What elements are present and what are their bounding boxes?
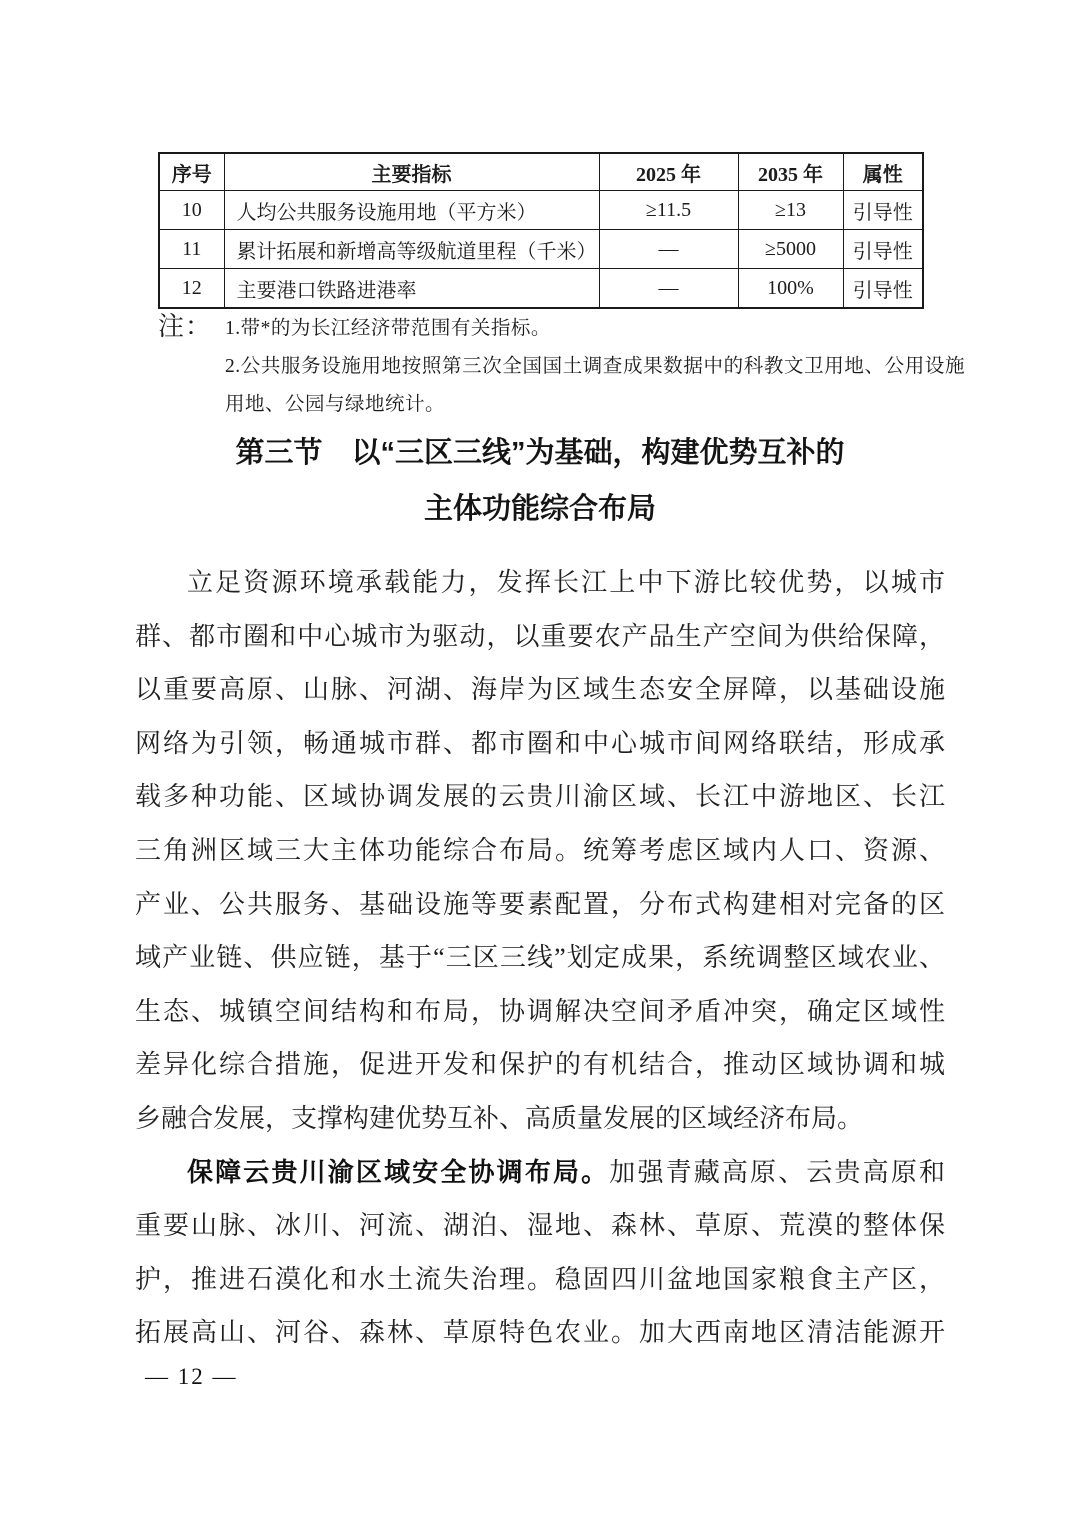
col-header-2025: 2025 年 — [599, 153, 738, 191]
body-text-line: 立足资源环境承载能力，发挥长江上中下游比较优势，以城市 — [187, 568, 945, 597]
notes-label: 注： — [158, 312, 213, 341]
table-notes — [158, 310, 965, 424]
indicators-table — [158, 152, 924, 309]
body-text-line: 乡融合发展，支撑构建优势互补、高质量发展的区域经济布局。 — [135, 1103, 864, 1133]
cell-indicator: 人均公共服务设施用地（平方米） — [224, 191, 599, 230]
cell-attribute: 引导性 — [843, 230, 923, 269]
cell-attribute: 引导性 — [843, 269, 923, 309]
cell-serial: 12 — [159, 269, 224, 309]
body-text-line: 产业、公共服务、基础设施等要素配置，分布式构建相对完备的区 — [135, 889, 945, 919]
cell-2035: 100% — [738, 269, 843, 309]
page-number — [145, 1364, 238, 1390]
body-text-line: 载多种功能、区域协调发展的云贵川渝区域、长江中游地区、长江 — [135, 782, 945, 812]
table-row — [159, 191, 923, 230]
page-number-text: — 12 — — [145, 1364, 238, 1389]
body-text-line: 三角洲区域三大主体功能综合布局。统筹考虑区域内人口、资源、 — [135, 835, 945, 865]
cell-2035: ≥5000 — [738, 230, 843, 269]
body-text-line: 群、都市圈和中心城市为驱动，以重要农产品生产空间为供给保障， — [135, 621, 945, 651]
section-title-line2: 主体功能综合布局 — [423, 493, 656, 525]
paragraph-lead-bold: 保障云贵川渝区域安全协调布局。 — [187, 1156, 610, 1187]
table-row — [159, 269, 923, 309]
notes-list — [225, 310, 965, 424]
cell-2025: ≥11.5 — [599, 191, 738, 230]
cell-2025: — — [599, 230, 738, 269]
cell-2025: — — [599, 269, 738, 309]
cell-indicator: 累计拓展和新增高等级航道里程（千米） — [224, 230, 599, 269]
note-item: 1.带*的为长江经济带范围有关指标。 — [225, 318, 551, 339]
body-text-line: 域产业链、供应链，基于“三区三线”划定成果，系统调整区域农业、 — [135, 943, 945, 973]
body-text-line: 网络为引领，畅通城市群、都市圈和中心城市间网络联结，形成承 — [135, 728, 945, 758]
cell-serial: 11 — [159, 230, 224, 269]
col-header-serial: 序号 — [159, 153, 224, 191]
cell-serial: 10 — [159, 191, 224, 230]
body-text-line — [135, 1146, 945, 1200]
body-text-line: 生态、城镇空间结构和布局，协调解决空间矛盾冲突，确定区域性 — [135, 996, 945, 1026]
body-text-line: 拓展高山、河谷、森林、草原特色农业。加大西南地区清洁能源开 — [135, 1318, 945, 1348]
body-text — [135, 556, 945, 1360]
table-header-row — [159, 153, 923, 191]
col-header-indicator: 主要指标 — [224, 153, 599, 191]
body-text-span: 加强青藏高原、云贵高原和 — [609, 1157, 945, 1187]
body-text-line: 差异化综合措施，促进开发和保护的有机结合，推动区域协调和城 — [135, 1050, 945, 1080]
section-title-line1: 第三节 以“三区三线”为基础，构建优势互补的 — [235, 437, 845, 469]
body-text-line: 护，推进石漠化和水土流失治理。稳固四川盆地国家粮食主产区， — [135, 1264, 945, 1294]
col-header-2035: 2035 年 — [738, 153, 843, 191]
table-row — [159, 230, 923, 269]
cell-attribute: 引导性 — [843, 191, 923, 230]
cell-2035: ≥13 — [738, 191, 843, 230]
body-text-line: 以重要高原、山脉、河湖、海岸为区域生态安全屏障，以基础设施 — [135, 675, 945, 705]
col-header-attribute: 属性 — [843, 153, 923, 191]
note-item: 2.公共服务设施用地按照第三次全国国土调查成果数据中的科教文卫用地、公用设施用地、公园与绿地统计。 — [225, 356, 965, 415]
body-text-line: 重要山脉、冰川、河流、湖泊、湿地、森林、草原、荒漠的整体保 — [135, 1211, 945, 1241]
cell-indicator: 主要港口铁路进港率 — [224, 269, 599, 309]
